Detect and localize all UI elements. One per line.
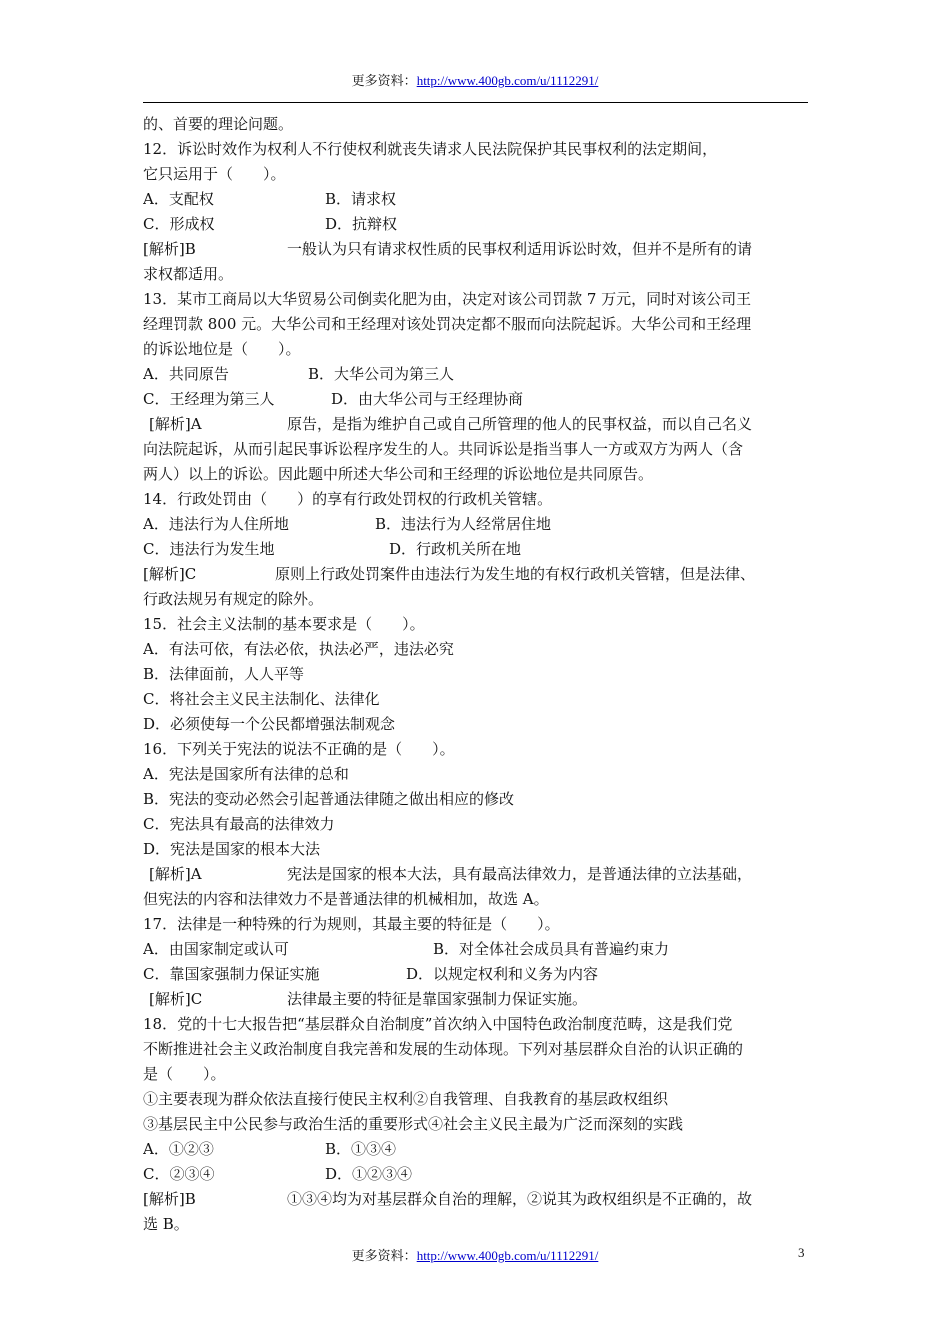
answer-13-cont: 两人）以上的诉讼。因此题中所述大华公司和王经理的诉讼地位是共同原告。 — [143, 465, 654, 483]
option-a: A．违法行为人住所地 — [143, 515, 289, 533]
answer-14-cont: 行政法规另有规定的除外。 — [143, 590, 324, 608]
options-row — [143, 387, 808, 412]
option-b: B．①③④ — [325, 1140, 397, 1158]
option-c: C．靠国家强制力保证实施 — [143, 965, 320, 983]
option-b: B．违法行为人经常居住地 — [375, 515, 552, 533]
option-c: C．违法行为发生地 — [143, 540, 275, 558]
answer-18 — [143, 1187, 808, 1212]
answer-14 — [143, 562, 808, 587]
answer-tag: [解析]B — [143, 240, 196, 258]
header-link[interactable]: http://www.400gb.com/u/1112291/ — [416, 73, 599, 88]
option-c: C．形成权 — [143, 215, 215, 233]
answer-13 — [143, 412, 808, 437]
answer-16-cont: 但宪法的内容和法律效力不是普通法律的机械相加，故选 A。 — [143, 890, 549, 908]
question-16: 16．下列关于宪法的说法不正确的是（ ）。 — [143, 740, 455, 758]
option-b: B．大华公司为第三人 — [308, 365, 455, 383]
question-12-cont: 它只运用于（ ）。 — [143, 165, 286, 183]
option-d: D．行政机关所在地 — [389, 540, 522, 558]
question-13-cont: 的诉讼地位是（ ）。 — [143, 340, 301, 358]
answer-text: 原告，是指为维护自己或自己所管理的他人的民事权益，而以自己名义 — [287, 415, 753, 433]
options-row — [143, 1162, 808, 1187]
answer-tag: [解析]A — [149, 415, 202, 433]
options-row — [143, 212, 808, 237]
page-footer — [0, 1245, 950, 1264]
option-c: C．宪法具有最高的法律效力 — [143, 815, 335, 833]
question-17: 17．法律是一种特殊的行为规则，其最主要的特征是（ ）。 — [143, 915, 560, 933]
option-c: C．王经理为第三人 — [143, 390, 275, 408]
options-row — [143, 362, 808, 387]
answer-tag: [解析]C — [149, 990, 203, 1008]
option-d: D．抗辩权 — [325, 215, 398, 233]
option-b: B．请求权 — [325, 190, 397, 208]
option-d: D．必须使每一个公民都增强法制观念 — [143, 715, 396, 733]
option-d: D．由大华公司与王经理协商 — [331, 390, 524, 408]
answer-12-cont: 求权都适用。 — [143, 265, 234, 283]
option-b: B．对全体社会成员具有普遍约束力 — [433, 940, 670, 958]
option-d: D．宪法是国家的根本大法 — [143, 840, 321, 858]
option-a: A．由国家制定或认可 — [143, 940, 289, 958]
page-header — [0, 70, 950, 89]
statement-line: ①主要表现为群众依法直接行使民主权利②自我管理、自我教育的基层政权组织 — [143, 1090, 669, 1108]
header-rule — [143, 102, 808, 103]
answer-16 — [143, 862, 808, 887]
question-18-cont: 是（ ）。 — [143, 1065, 226, 1083]
statement-line: ③基层民主中公民参与政治生活的重要形式④社会主义民主最为广泛而深刻的实践 — [143, 1115, 684, 1133]
option-a: A．①②③ — [143, 1140, 214, 1158]
answer-tag: [解析]B — [143, 1190, 196, 1208]
answer-text: 一般认为只有请求权性质的民事权利适用诉讼时效，但并不是所有的请 — [287, 240, 753, 258]
option-c: C．②③④ — [143, 1165, 215, 1183]
question-12: 12．诉讼时效作为权利人不行使权利就丧失请求人民法院保护其民事权利的法定期间， — [143, 140, 718, 158]
header-label: 更多资料： — [351, 74, 417, 89]
text-line: 的、首要的理论问题。 — [143, 115, 294, 133]
options-row — [143, 1137, 808, 1162]
options-row — [143, 962, 808, 987]
option-a: A．支配权 — [143, 190, 214, 208]
answer-text: 原则上行政处罚案件由违法行为发生地的有权行政机关管辖，但是法律、 — [275, 565, 756, 583]
question-14: 14．行政处罚由（ ）的享有行政处罚权的行政机关管辖。 — [143, 490, 553, 508]
option-a: A．共同原告 — [143, 365, 229, 383]
answer-text: 宪法是国家的根本大法，具有最高法律效力，是普通法律的立法基础， — [287, 865, 753, 883]
answer-tag: [解析]A — [149, 865, 202, 883]
option-b: B．宪法的变动必然会引起普通法律随之做出相应的修改 — [143, 790, 515, 808]
option-a: A．有法可依，有法必依，执法必严，违法必究 — [143, 640, 454, 658]
options-row — [143, 187, 808, 212]
question-18: 18．党的十七大报告把“基层群众自治制度”首次纳入中国特色政治制度范畴，这是我们党 — [143, 1015, 733, 1033]
answer-text: ①③④均为对基层群众自治的理解，②说其为政权组织是不正确的，故 — [287, 1190, 753, 1208]
footer-label: 更多资料： — [351, 1249, 417, 1264]
answer-tag: [解析]C — [143, 565, 197, 583]
page-number: 3 — [798, 1245, 805, 1260]
answer-text: 法律最主要的特征是靠国家强制力保证实施。 — [287, 990, 588, 1008]
options-row — [143, 537, 808, 562]
option-a: A．宪法是国家所有法律的总和 — [143, 765, 349, 783]
option-b: B．法律面前，人人平等 — [143, 665, 305, 683]
answer-13-cont: 向法院起诉，从而引起民事诉讼程序发生的人。共同诉讼是指当事人一方或双方为两人（含 — [143, 440, 744, 458]
question-15: 15．社会主义法制的基本要求是（ ）。 — [143, 615, 425, 633]
answer-12 — [143, 237, 808, 262]
options-row — [143, 937, 808, 962]
document-body — [143, 112, 808, 1237]
question-13: 13．某市工商局以大华贸易公司倒卖化肥为由，决定对该公司罚款 7 万元，同时对该公司王 — [143, 290, 752, 308]
question-18-cont: 不断推进社会主义政治制度自我完善和发展的生动体现。下列对基层群众自治的认识正确的 — [143, 1040, 744, 1058]
footer-link[interactable]: http://www.400gb.com/u/1112291/ — [416, 1248, 599, 1263]
question-13-cont: 经理罚款 800 元。大华公司和王经理对该处罚决定都不服而向法院起诉。大华公司和王经理 — [143, 315, 752, 333]
answer-18-cont: 选 B。 — [143, 1215, 189, 1233]
answer-17 — [143, 987, 808, 1012]
option-d: D．①②③④ — [325, 1165, 413, 1183]
option-c: C．将社会主义民主法制化、法律化 — [143, 690, 380, 708]
option-d: D．以规定权利和义务为内容 — [406, 965, 599, 983]
options-row — [143, 512, 808, 537]
